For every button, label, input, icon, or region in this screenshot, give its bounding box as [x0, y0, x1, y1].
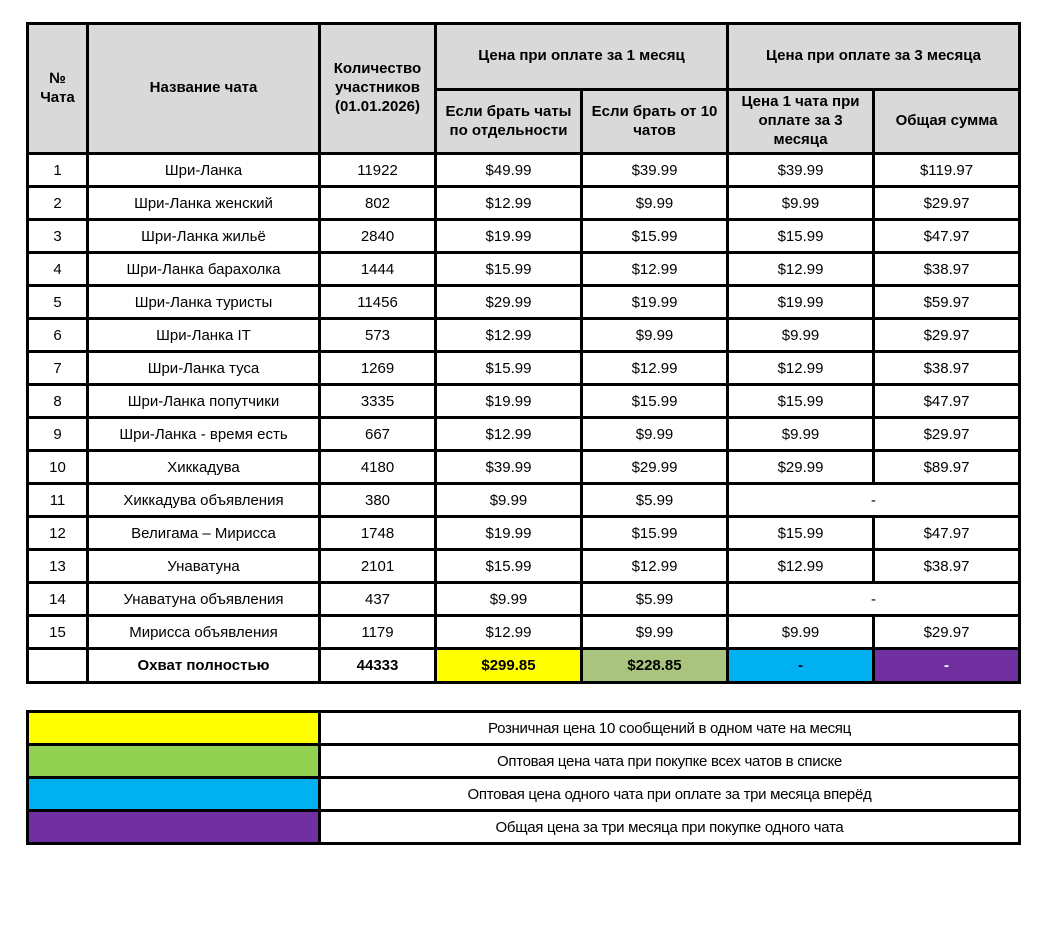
cell-price-bulk: $9.99 [582, 187, 728, 220]
cell-chat-name: Велигама – Мирисса [88, 517, 320, 550]
cell-price-3m-total: $89.97 [874, 451, 1020, 484]
header-price-3m-total: Общая сумма [874, 90, 1020, 154]
total-cell-3m-total-dash: - [874, 649, 1020, 683]
cell-price-bulk: $5.99 [582, 583, 728, 616]
cell-chat-number: 3 [28, 220, 88, 253]
legend-description: Розничная цена 10 сообщений в одном чате на месяц [320, 712, 1020, 745]
cell-members-count: 573 [320, 319, 436, 352]
cell-chat-name: Хиккадува [88, 451, 320, 484]
total-cell-name: Охват полностью [88, 649, 320, 683]
table-row [28, 385, 1020, 418]
cell-price-3m-total: $47.97 [874, 220, 1020, 253]
cell-price-single: $15.99 [436, 253, 582, 286]
cell-members-count: 1748 [320, 517, 436, 550]
cell-price-3m-merged-dash: - [728, 484, 1020, 517]
cell-price-3m-per-chat: $12.99 [728, 550, 874, 583]
cell-price-bulk: $29.99 [582, 451, 728, 484]
cell-price-3m-per-chat: $9.99 [728, 319, 874, 352]
cell-price-3m-total: $38.97 [874, 352, 1020, 385]
table-row [28, 220, 1020, 253]
cell-price-3m-per-chat: $12.99 [728, 253, 874, 286]
table-row [28, 451, 1020, 484]
cell-members-count: 380 [320, 484, 436, 517]
cell-members-count: 2840 [320, 220, 436, 253]
cell-chat-name: Шри-Ланка женский [88, 187, 320, 220]
legend-table [26, 710, 1021, 845]
legend-color-swatch [28, 712, 320, 745]
total-cell-retail-sum: $299.85 [436, 649, 582, 683]
cell-price-single: $9.99 [436, 484, 582, 517]
table-row [28, 286, 1020, 319]
table-row [28, 352, 1020, 385]
cell-price-3m-total: $38.97 [874, 253, 1020, 286]
header-group-1-month: Цена при оплате за 1 месяц [436, 24, 728, 90]
cell-chat-number: 1 [28, 154, 88, 187]
legend-description: Общая цена за три месяца при покупке одного чата [320, 811, 1020, 844]
cell-price-bulk: $15.99 [582, 220, 728, 253]
cell-members-count: 1269 [320, 352, 436, 385]
cell-chat-name: Шри-Ланка барахолка [88, 253, 320, 286]
cell-chat-number: 9 [28, 418, 88, 451]
cell-price-3m-total: $38.97 [874, 550, 1020, 583]
cell-price-3m-total: $29.97 [874, 187, 1020, 220]
cell-chat-name: Хиккадува объявления [88, 484, 320, 517]
cell-price-bulk: $15.99 [582, 385, 728, 418]
cell-price-bulk: $19.99 [582, 286, 728, 319]
table-row [28, 187, 1020, 220]
cell-price-single: $19.99 [436, 385, 582, 418]
cell-price-3m-per-chat: $12.99 [728, 352, 874, 385]
table-footer [28, 649, 1020, 683]
header-chat-number: № Чата [28, 24, 88, 154]
cell-chat-number: 13 [28, 550, 88, 583]
cell-chat-name: Шри-Ланка туристы [88, 286, 320, 319]
legend-body [28, 712, 1020, 844]
header-price-3m-per-chat: Цена 1 чата при оплате за 3 месяца [728, 90, 874, 154]
cell-price-single: $19.99 [436, 517, 582, 550]
cell-chat-name: Шри-Ланка жильё [88, 220, 320, 253]
cell-price-3m-per-chat: $19.99 [728, 286, 874, 319]
total-row [28, 649, 1020, 683]
cell-price-3m-per-chat: $15.99 [728, 385, 874, 418]
cell-members-count: 4180 [320, 451, 436, 484]
total-cell-3m-dash: - [728, 649, 874, 683]
cell-chat-name: Шри-Ланка [88, 154, 320, 187]
cell-price-3m-per-chat: $15.99 [728, 517, 874, 550]
cell-chat-name: Шри-Ланка туса [88, 352, 320, 385]
cell-price-single: $12.99 [436, 616, 582, 649]
legend-color-swatch [28, 811, 320, 844]
cell-price-3m-total: $29.97 [874, 616, 1020, 649]
legend-row [28, 811, 1020, 844]
cell-price-3m-merged-dash: - [728, 583, 1020, 616]
cell-chat-number: 4 [28, 253, 88, 286]
cell-members-count: 1444 [320, 253, 436, 286]
header-chat-name: Название чата [88, 24, 320, 154]
cell-price-single: $12.99 [436, 187, 582, 220]
total-cell-members: 44333 [320, 649, 436, 683]
cell-price-single: $19.99 [436, 220, 582, 253]
legend-row [28, 778, 1020, 811]
cell-chat-number: 14 [28, 583, 88, 616]
cell-price-bulk: $12.99 [582, 253, 728, 286]
cell-chat-name: Унаватуна [88, 550, 320, 583]
cell-members-count: 2101 [320, 550, 436, 583]
cell-price-bulk: $5.99 [582, 484, 728, 517]
cell-price-3m-per-chat: $15.99 [728, 220, 874, 253]
legend-color-swatch [28, 778, 320, 811]
table-row [28, 418, 1020, 451]
cell-chat-name: Шри-Ланка IT [88, 319, 320, 352]
cell-members-count: 3335 [320, 385, 436, 418]
legend-row [28, 745, 1020, 778]
header-price-single: Если брать чаты по отдельности [436, 90, 582, 154]
cell-members-count: 667 [320, 418, 436, 451]
cell-price-bulk: $9.99 [582, 616, 728, 649]
total-cell-num [28, 649, 88, 683]
cell-price-bulk: $39.99 [582, 154, 728, 187]
header-members-count: Количество участников (01.01.2026) [320, 24, 436, 154]
cell-price-single: $15.99 [436, 550, 582, 583]
cell-price-single: $12.99 [436, 418, 582, 451]
cell-members-count: 11922 [320, 154, 436, 187]
legend-description: Оптовая цена одного чата при оплате за три месяца вперёд [320, 778, 1020, 811]
table-row [28, 517, 1020, 550]
cell-members-count: 1179 [320, 616, 436, 649]
cell-price-bulk: $9.99 [582, 319, 728, 352]
table-row [28, 550, 1020, 583]
table-row [28, 253, 1020, 286]
table-row [28, 616, 1020, 649]
cell-price-3m-per-chat: $39.99 [728, 154, 874, 187]
cell-price-bulk: $12.99 [582, 352, 728, 385]
cell-chat-number: 7 [28, 352, 88, 385]
cell-chat-number: 5 [28, 286, 88, 319]
legend-row [28, 712, 1020, 745]
cell-price-single: $9.99 [436, 583, 582, 616]
cell-members-count: 802 [320, 187, 436, 220]
cell-chat-number: 15 [28, 616, 88, 649]
cell-chat-number: 10 [28, 451, 88, 484]
cell-chat-number: 6 [28, 319, 88, 352]
cell-price-3m-total: $47.97 [874, 385, 1020, 418]
cell-chat-number: 8 [28, 385, 88, 418]
cell-price-bulk: $15.99 [582, 517, 728, 550]
table-row [28, 319, 1020, 352]
header-price-bulk: Если брать от 10 чатов [582, 90, 728, 154]
cell-price-single: $39.99 [436, 451, 582, 484]
cell-price-single: $49.99 [436, 154, 582, 187]
chat-pricing-table [26, 22, 1021, 684]
cell-price-single: $12.99 [436, 319, 582, 352]
cell-price-single: $29.99 [436, 286, 582, 319]
table-row [28, 154, 1020, 187]
cell-price-3m-total: $47.97 [874, 517, 1020, 550]
header-group-3-months: Цена при оплате за 3 месяца [728, 24, 1020, 90]
cell-price-3m-total: $29.97 [874, 418, 1020, 451]
cell-chat-number: 12 [28, 517, 88, 550]
cell-chat-number: 2 [28, 187, 88, 220]
cell-members-count: 11456 [320, 286, 436, 319]
cell-price-bulk: $12.99 [582, 550, 728, 583]
cell-price-single: $15.99 [436, 352, 582, 385]
cell-chat-name: Мирисса объявления [88, 616, 320, 649]
table-row [28, 583, 1020, 616]
cell-chat-number: 11 [28, 484, 88, 517]
cell-chat-name: Шри-Ланка попутчики [88, 385, 320, 418]
cell-price-3m-total: $119.97 [874, 154, 1020, 187]
cell-price-3m-total: $59.97 [874, 286, 1020, 319]
cell-price-bulk: $9.99 [582, 418, 728, 451]
cell-price-3m-per-chat: $29.99 [728, 451, 874, 484]
legend-color-swatch [28, 745, 320, 778]
cell-price-3m-per-chat: $9.99 [728, 187, 874, 220]
cell-chat-name: Унаватуна объявления [88, 583, 320, 616]
cell-price-3m-per-chat: $9.99 [728, 616, 874, 649]
cell-price-3m-total: $29.97 [874, 319, 1020, 352]
cell-chat-name: Шри-Ланка - время есть [88, 418, 320, 451]
total-cell-bulk-sum: $228.85 [582, 649, 728, 683]
table-row [28, 484, 1020, 517]
table-header [28, 24, 1020, 154]
cell-price-3m-per-chat: $9.99 [728, 418, 874, 451]
legend-description: Оптовая цена чата при покупке всех чатов в списке [320, 745, 1020, 778]
cell-members-count: 437 [320, 583, 436, 616]
table-body [28, 154, 1020, 649]
